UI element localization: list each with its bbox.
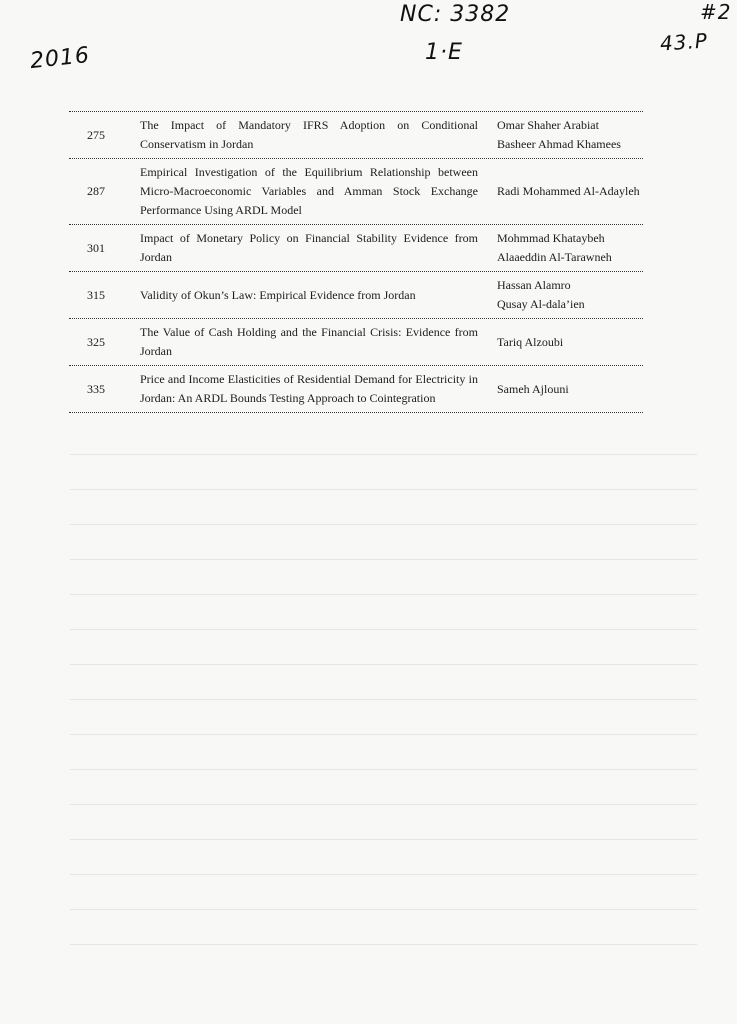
page-number: 315 (87, 287, 105, 302)
article-title: The Value of Cash Holding and the Financial Crisis: Evidence from Jordan (140, 325, 478, 358)
handwritten-mark-right: 43.P (659, 28, 709, 56)
toc-row (69, 319, 643, 366)
author-name: Radi Mohammed Al-Adayleh (497, 184, 640, 198)
article-title: Impact of Monetary Policy on Financial Stability Evidence from Jordan (140, 231, 478, 264)
page-number: 275 (87, 127, 105, 142)
table-of-contents (69, 111, 643, 413)
bleed-through-background (70, 420, 697, 1004)
page-number: 301 (87, 240, 105, 255)
handwritten-mark-top-right: #2 (700, 0, 732, 24)
author-name: Sameh Ajlouni (497, 381, 569, 396)
author-list (478, 380, 643, 399)
article-title: Validity of Okun’s Law: Empirical Evidence from Jordan (140, 287, 416, 302)
author-name: Omar Shaher Arabiat (497, 118, 599, 132)
page-number: 325 (87, 334, 105, 349)
handwritten-mark-center: 1·E (425, 40, 463, 65)
page-number: 335 (87, 381, 105, 396)
author-name: Alaaeddin Al-Tarawneh (497, 250, 612, 264)
toc-row (69, 366, 643, 413)
author-list (478, 116, 643, 154)
toc-row (69, 112, 643, 159)
author-name: Tariq Alzoubi (497, 334, 564, 349)
author-list (478, 229, 643, 267)
author-name: Mohmmad Khataybeh (497, 231, 605, 245)
handwritten-accession-number: NC: 3382 (400, 2, 511, 27)
author-name: Hassan Alamro (497, 278, 571, 292)
article-title: Empirical Investigation of the Equilibrium Relationship between Micro-Macroeconomic Variables and Amman Stock Exchange Performance Using ARDL Model (140, 165, 478, 217)
author-list (478, 333, 643, 352)
article-title: Price and Income Elasticities of Residential Demand for Electricity in Jordan: An ARDL Bounds Testing Approach to Cointegration (140, 372, 478, 405)
author-name: Qusay Al-dala’ien (497, 297, 585, 311)
page-number: 287 (87, 184, 105, 198)
toc-row (69, 272, 643, 319)
article-title: The Impact of Mandatory IFRS Adoption on Conditional Conservatism in Jordan (140, 118, 478, 151)
author-list (478, 182, 643, 201)
author-name: Basheer Ahmad Khamees (497, 137, 621, 151)
toc-row (69, 225, 643, 272)
author-list (478, 276, 643, 314)
handwritten-year: 2016 (28, 42, 92, 75)
toc-row (69, 159, 643, 225)
